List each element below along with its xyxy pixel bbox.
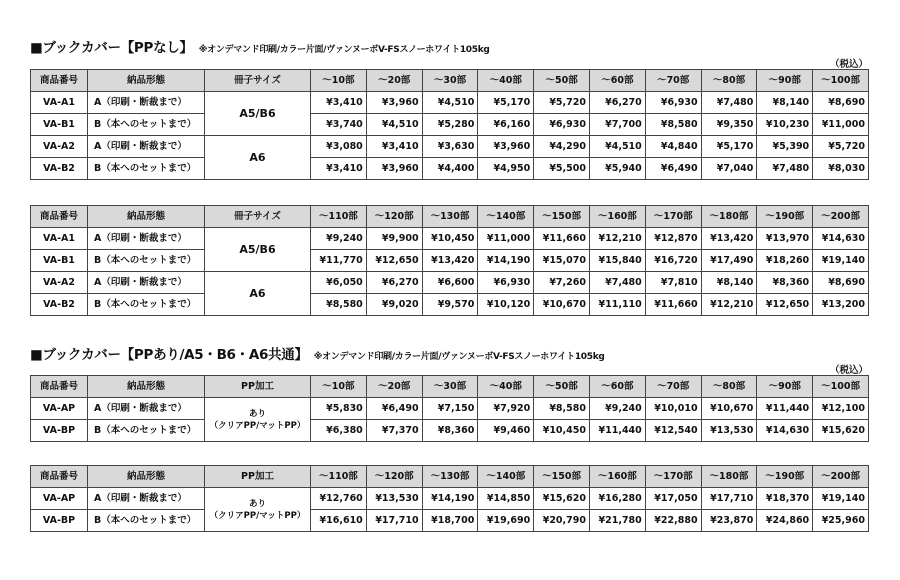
price-cell: ¥10,450 — [534, 420, 590, 442]
quantity-column-header: ～100部 — [813, 70, 869, 92]
price-cell: ¥5,940 — [589, 158, 645, 180]
quantity-column-header: ～130部 — [422, 206, 478, 228]
price-cell: ¥4,510 — [589, 136, 645, 158]
price-cell: ¥6,270 — [366, 272, 422, 294]
price-cell: ¥17,710 — [366, 510, 422, 532]
price-cell: ¥3,410 — [311, 92, 367, 114]
price-cell: ¥6,270 — [589, 92, 645, 114]
quantity-column-header: ～160部 — [589, 466, 645, 488]
quantity-column-header: ～180部 — [701, 466, 757, 488]
quantity-column-header: ～140部 — [478, 206, 534, 228]
price-cell: ¥7,920 — [478, 398, 534, 420]
price-cell: ¥6,490 — [645, 158, 701, 180]
price-cell: ¥10,670 — [534, 294, 590, 316]
price-cell: ¥6,050 — [311, 272, 367, 294]
price-cell: ¥6,930 — [645, 92, 701, 114]
price-cell: ¥4,840 — [645, 136, 701, 158]
column-header: PP加工 — [205, 466, 311, 488]
product-code: VA-A2 — [31, 272, 88, 294]
product-code: VA-B2 — [31, 158, 88, 180]
price-table-2 — [30, 205, 869, 316]
column-header: 冊子サイズ — [205, 206, 311, 228]
price-cell: ¥14,190 — [422, 488, 478, 510]
price-cell: ¥10,120 — [478, 294, 534, 316]
price-cell: ¥18,700 — [422, 510, 478, 532]
price-cell: ¥7,700 — [589, 114, 645, 136]
section1-note: ※オンデマンド印刷/カラー片面/ヴァンヌーボV-FSスノーホワイト105kg — [198, 45, 490, 55]
quantity-column-header: ～130部 — [422, 466, 478, 488]
price-cell: ¥5,830 — [311, 398, 367, 420]
price-cell: ¥12,210 — [701, 294, 757, 316]
price-cell: ¥17,050 — [645, 488, 701, 510]
price-cell: ¥11,440 — [757, 398, 813, 420]
price-cell: ¥12,650 — [366, 250, 422, 272]
quantity-column-header: ～20部 — [366, 376, 422, 398]
price-cell: ¥13,530 — [701, 420, 757, 442]
price-cell: ¥9,460 — [478, 420, 534, 442]
booklet-size: A5/B6 — [205, 228, 311, 272]
pp-processing — [205, 488, 311, 532]
quantity-column-header: ～30部 — [422, 376, 478, 398]
price-cell: ¥4,290 — [534, 136, 590, 158]
quantity-column-header: ～10部 — [311, 70, 367, 92]
price-cell: ¥12,100 — [813, 398, 869, 420]
delivery-form: A（印刷・断裁まで） — [88, 272, 205, 294]
pp-label-line1: あり — [248, 498, 266, 509]
quantity-column-header: ～20部 — [366, 70, 422, 92]
product-code: VA-A2 — [31, 136, 88, 158]
price-cell: ¥3,410 — [366, 136, 422, 158]
table-row — [31, 294, 869, 316]
price-cell: ¥9,900 — [366, 228, 422, 250]
price-cell: ¥11,770 — [311, 250, 367, 272]
quantity-column-header: ～100部 — [813, 376, 869, 398]
price-cell: ¥18,260 — [757, 250, 813, 272]
price-cell: ¥7,260 — [534, 272, 590, 294]
price-cell: ¥3,960 — [478, 136, 534, 158]
product-code: VA-A1 — [31, 92, 88, 114]
price-cell: ¥5,390 — [757, 136, 813, 158]
booklet-size: A6 — [205, 272, 311, 316]
price-cell: ¥10,230 — [757, 114, 813, 136]
price-cell: ¥8,140 — [701, 272, 757, 294]
quantity-column-header: ～190部 — [757, 466, 813, 488]
delivery-form: A（印刷・断裁まで） — [88, 488, 205, 510]
price-cell: ¥3,740 — [311, 114, 367, 136]
quantity-column-header: ～150部 — [534, 466, 590, 488]
price-cell: ¥8,580 — [311, 294, 367, 316]
quantity-column-header: ～80部 — [701, 376, 757, 398]
product-code: VA-A1 — [31, 228, 88, 250]
header-row — [31, 376, 869, 398]
price-cell: ¥17,490 — [701, 250, 757, 272]
price-cell: ¥9,570 — [422, 294, 478, 316]
pp-processing — [205, 398, 311, 442]
quantity-column-header: ～40部 — [478, 376, 534, 398]
price-cell: ¥5,170 — [701, 136, 757, 158]
delivery-form: A（印刷・断裁まで） — [88, 228, 205, 250]
column-header: 商品番号 — [31, 206, 88, 228]
table-row — [31, 158, 869, 180]
column-header: 納品形態 — [88, 466, 205, 488]
price-cell: ¥11,000 — [478, 228, 534, 250]
price-cell: ¥10,010 — [645, 398, 701, 420]
quantity-column-header: ～90部 — [757, 70, 813, 92]
column-header: 商品番号 — [31, 376, 88, 398]
price-cell: ¥18,370 — [757, 488, 813, 510]
price-cell: ¥10,670 — [701, 398, 757, 420]
price-cell: ¥4,950 — [478, 158, 534, 180]
price-cell: ¥12,540 — [645, 420, 701, 442]
product-code: VA-BP — [31, 510, 88, 532]
table-row — [31, 228, 869, 250]
price-cell: ¥8,030 — [813, 158, 869, 180]
price-cell: ¥15,840 — [589, 250, 645, 272]
quantity-column-header: ～50部 — [534, 70, 590, 92]
price-cell: ¥9,240 — [589, 398, 645, 420]
quantity-column-header: ～170部 — [645, 466, 701, 488]
price-cell: ¥9,020 — [366, 294, 422, 316]
price-cell: ¥14,630 — [813, 228, 869, 250]
price-cell: ¥8,580 — [534, 398, 590, 420]
quantity-column-header: ～60部 — [589, 376, 645, 398]
column-header: 商品番号 — [31, 466, 88, 488]
quantity-column-header: ～70部 — [645, 376, 701, 398]
price-cell: ¥11,660 — [534, 228, 590, 250]
delivery-form: A（印刷・断裁まで） — [88, 92, 205, 114]
price-cell: ¥17,710 — [701, 488, 757, 510]
price-table-3 — [30, 375, 869, 442]
table-row — [31, 488, 869, 510]
quantity-column-header: ～180部 — [701, 206, 757, 228]
price-cell: ¥8,580 — [645, 114, 701, 136]
delivery-form: B（本へのセットまで） — [88, 114, 205, 136]
price-cell: ¥8,360 — [757, 272, 813, 294]
price-cell: ¥8,360 — [422, 420, 478, 442]
pp-label-line1: あり — [248, 408, 266, 419]
price-cell: ¥7,480 — [701, 92, 757, 114]
column-header: PP加工 — [205, 376, 311, 398]
quantity-column-header: ～70部 — [645, 70, 701, 92]
delivery-form: B（本へのセットまで） — [88, 294, 205, 316]
price-cell: ¥9,350 — [701, 114, 757, 136]
pp-label-line2: （クリアPP/マットPP） — [209, 510, 306, 521]
quantity-column-header: ～30部 — [422, 70, 478, 92]
product-code: VA-AP — [31, 398, 88, 420]
price-cell: ¥5,500 — [534, 158, 590, 180]
section2-tax-label: （税込） — [829, 365, 868, 376]
price-cell: ¥7,040 — [701, 158, 757, 180]
delivery-form: A（印刷・断裁まで） — [88, 136, 205, 158]
price-cell: ¥13,200 — [813, 294, 869, 316]
section2-note: ※オンデマンド印刷/カラー片面/ヴァンヌーボV-FSスノーホワイト105kg — [313, 352, 605, 362]
quantity-column-header: ～90部 — [757, 376, 813, 398]
price-cell: ¥3,960 — [366, 158, 422, 180]
price-cell: ¥5,280 — [422, 114, 478, 136]
delivery-form: A（印刷・断裁まで） — [88, 398, 205, 420]
delivery-form: B（本へのセットまで） — [88, 420, 205, 442]
price-cell: ¥24,860 — [757, 510, 813, 532]
price-cell: ¥13,420 — [701, 228, 757, 250]
price-cell: ¥12,650 — [757, 294, 813, 316]
pp-label-line2: （クリアPP/マットPP） — [209, 420, 306, 431]
column-header: 冊子サイズ — [205, 70, 311, 92]
price-cell: ¥20,790 — [534, 510, 590, 532]
price-cell: ¥4,510 — [422, 92, 478, 114]
price-cell: ¥19,140 — [813, 250, 869, 272]
price-cell: ¥16,280 — [589, 488, 645, 510]
quantity-column-header: ～110部 — [311, 206, 367, 228]
price-cell: ¥11,000 — [813, 114, 869, 136]
table-row — [31, 114, 869, 136]
header-row — [31, 206, 869, 228]
price-cell: ¥12,760 — [311, 488, 367, 510]
price-cell: ¥15,620 — [813, 420, 869, 442]
delivery-form: B（本へのセットまで） — [88, 158, 205, 180]
booklet-size: A5/B6 — [205, 92, 311, 136]
quantity-column-header: ～140部 — [478, 466, 534, 488]
quantity-column-header: ～200部 — [813, 466, 869, 488]
delivery-form: B（本へのセットまで） — [88, 250, 205, 272]
price-cell: ¥8,690 — [813, 92, 869, 114]
price-cell: ¥6,600 — [422, 272, 478, 294]
price-cell: ¥7,810 — [645, 272, 701, 294]
quantity-column-header: ～120部 — [366, 206, 422, 228]
price-cell: ¥6,160 — [478, 114, 534, 136]
table-row — [31, 420, 869, 442]
price-cell: ¥15,070 — [534, 250, 590, 272]
quantity-column-header: ～40部 — [478, 70, 534, 92]
price-cell: ¥11,440 — [589, 420, 645, 442]
table-row — [31, 92, 869, 114]
table-row — [31, 250, 869, 272]
price-table-1 — [30, 69, 869, 180]
price-cell: ¥15,620 — [534, 488, 590, 510]
price-cell: ¥3,960 — [366, 92, 422, 114]
section2-title — [30, 343, 605, 363]
price-cell: ¥6,380 — [311, 420, 367, 442]
product-code: VA-B2 — [31, 294, 88, 316]
section1-title — [30, 36, 490, 56]
booklet-size: A6 — [205, 136, 311, 180]
price-cell: ¥22,880 — [645, 510, 701, 532]
column-header: 納品形態 — [88, 206, 205, 228]
section1-tax-label: （税込） — [829, 59, 868, 70]
quantity-column-header: ～120部 — [366, 466, 422, 488]
price-cell: ¥13,970 — [757, 228, 813, 250]
quantity-column-header: ～200部 — [813, 206, 869, 228]
price-cell: ¥11,660 — [645, 294, 701, 316]
price-cell: ¥10,450 — [422, 228, 478, 250]
product-code: VA-B1 — [31, 250, 88, 272]
price-cell: ¥14,190 — [478, 250, 534, 272]
price-cell: ¥4,400 — [422, 158, 478, 180]
quantity-column-header: ～190部 — [757, 206, 813, 228]
price-cell: ¥8,140 — [757, 92, 813, 114]
price-cell: ¥7,480 — [589, 272, 645, 294]
price-cell: ¥6,490 — [366, 398, 422, 420]
price-cell: ¥13,420 — [422, 250, 478, 272]
price-cell: ¥6,930 — [534, 114, 590, 136]
price-cell: ¥12,870 — [645, 228, 701, 250]
price-cell: ¥7,150 — [422, 398, 478, 420]
product-code: VA-BP — [31, 420, 88, 442]
product-code: VA-B1 — [31, 114, 88, 136]
quantity-column-header: ～50部 — [534, 376, 590, 398]
price-cell: ¥5,720 — [534, 92, 590, 114]
price-cell: ¥4,510 — [366, 114, 422, 136]
price-cell: ¥5,170 — [478, 92, 534, 114]
price-cell: ¥14,630 — [757, 420, 813, 442]
price-cell: ¥3,410 — [311, 158, 367, 180]
price-cell: ¥12,210 — [589, 228, 645, 250]
header-row — [31, 466, 869, 488]
column-header: 納品形態 — [88, 70, 205, 92]
column-header: 納品形態 — [88, 376, 205, 398]
price-cell: ¥25,960 — [813, 510, 869, 532]
price-cell: ¥23,870 — [701, 510, 757, 532]
price-cell: ¥3,630 — [422, 136, 478, 158]
price-cell: ¥16,610 — [311, 510, 367, 532]
quantity-column-header: ～10部 — [311, 376, 367, 398]
delivery-form: B（本へのセットまで） — [88, 510, 205, 532]
quantity-column-header: ～80部 — [701, 70, 757, 92]
price-table-4 — [30, 465, 869, 532]
price-cell: ¥5,720 — [813, 136, 869, 158]
table-row — [31, 398, 869, 420]
table-row — [31, 272, 869, 294]
product-code: VA-AP — [31, 488, 88, 510]
quantity-column-header: ～110部 — [311, 466, 367, 488]
table-row — [31, 136, 869, 158]
price-cell: ¥11,110 — [589, 294, 645, 316]
price-cell: ¥14,850 — [478, 488, 534, 510]
price-cell: ¥7,370 — [366, 420, 422, 442]
price-cell: ¥19,140 — [813, 488, 869, 510]
section1-heading: ■ブックカバー【PPなし】 — [30, 40, 193, 56]
price-cell: ¥21,780 — [589, 510, 645, 532]
price-cell: ¥6,930 — [478, 272, 534, 294]
price-cell: ¥19,690 — [478, 510, 534, 532]
price-cell: ¥8,690 — [813, 272, 869, 294]
price-cell: ¥9,240 — [311, 228, 367, 250]
column-header: 商品番号 — [31, 70, 88, 92]
price-cell: ¥16,720 — [645, 250, 701, 272]
price-cell: ¥3,080 — [311, 136, 367, 158]
price-cell: ¥7,480 — [757, 158, 813, 180]
table-row — [31, 510, 869, 532]
quantity-column-header: ～60部 — [589, 70, 645, 92]
header-row — [31, 70, 869, 92]
price-cell: ¥13,530 — [366, 488, 422, 510]
quantity-column-header: ～150部 — [534, 206, 590, 228]
quantity-column-header: ～160部 — [589, 206, 645, 228]
quantity-column-header: ～170部 — [645, 206, 701, 228]
section2-heading: ■ブックカバー【PPあり/A5・B6・A6共通】 — [30, 347, 308, 363]
